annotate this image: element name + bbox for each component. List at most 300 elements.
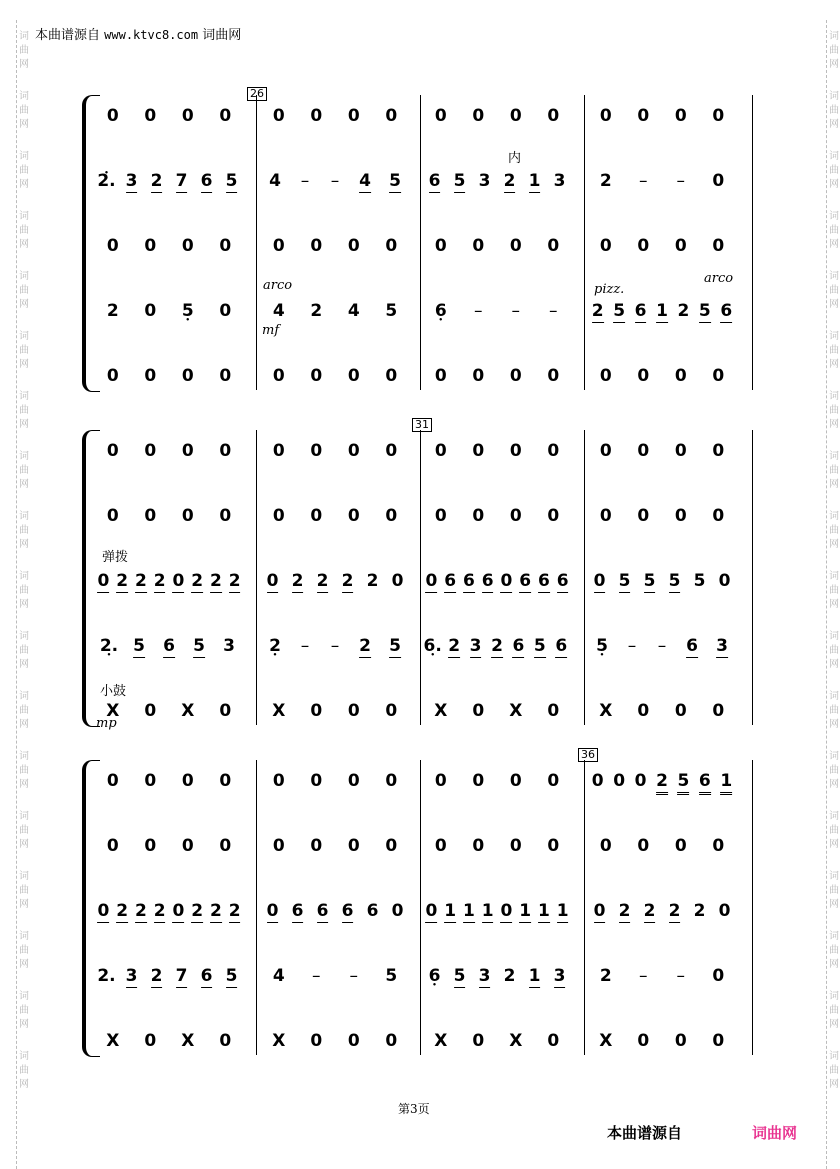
score-system <box>82 87 762 390</box>
watermark-char: 曲 <box>19 525 29 536</box>
note: 0 <box>181 836 194 856</box>
watermark-char: 曲 <box>829 465 839 476</box>
note: 1 <box>528 171 541 191</box>
note: 1 <box>481 901 494 921</box>
note: 2 <box>599 966 612 986</box>
note: 0 <box>547 236 560 256</box>
measure-number: 36 <box>578 748 598 762</box>
note: 0 <box>599 106 612 126</box>
note: 0 <box>472 771 485 791</box>
note: 0 <box>347 771 360 791</box>
note: 0 <box>637 506 650 526</box>
watermark-char: 网 <box>829 59 839 70</box>
watermark-char: 网 <box>19 179 29 190</box>
note: – <box>639 171 648 191</box>
note: 0 <box>144 836 157 856</box>
score-row <box>82 235 762 261</box>
note: 0 <box>472 106 485 126</box>
watermark-char: 网 <box>829 179 839 190</box>
watermark-char: 曲 <box>829 1005 839 1016</box>
note: 0 <box>144 106 157 126</box>
watermark-char: 网 <box>19 419 29 430</box>
note: 0 <box>509 106 522 126</box>
note: X <box>181 701 195 721</box>
note: 3 <box>553 171 566 191</box>
watermark-char: 词 <box>829 511 839 522</box>
note: 0 <box>712 171 725 191</box>
note: – <box>627 636 637 656</box>
watermark-char: 词 <box>829 331 839 342</box>
note: 0 <box>181 366 194 386</box>
note: 2 • <box>269 635 281 657</box>
watermark-char: 曲 <box>829 765 839 776</box>
note: – <box>330 171 340 191</box>
note: 0 <box>674 506 687 526</box>
page-number: 第3页 <box>398 1102 430 1116</box>
note: 0 <box>593 571 606 591</box>
note: 2 <box>503 966 516 986</box>
note: 0 <box>674 441 687 461</box>
footer-source-text: 本曲谱源自 <box>607 1124 683 1142</box>
note: 6 • <box>435 300 447 322</box>
watermark-char: 网 <box>829 299 839 310</box>
note: 5 <box>225 171 238 191</box>
note: 0 <box>347 366 360 386</box>
note: – <box>300 636 310 656</box>
note: 2 <box>134 901 147 921</box>
watermark-char: 曲 <box>19 1065 29 1076</box>
note: – <box>312 966 321 986</box>
note: 3 <box>716 636 728 656</box>
note: – <box>639 966 648 986</box>
note: 0 <box>637 236 650 256</box>
note: 5 <box>389 636 401 656</box>
note: 2 <box>191 901 204 921</box>
note: 0 <box>472 366 485 386</box>
note: 3 <box>125 966 138 986</box>
note: 0 <box>310 701 323 721</box>
note: 2 <box>153 901 166 921</box>
note: 5 <box>133 636 145 656</box>
note: 0 <box>472 441 485 461</box>
note: 0 <box>472 236 485 256</box>
mf-dynamic: mf <box>262 323 280 338</box>
watermark-char: 网 <box>829 119 839 130</box>
note: 0 <box>144 236 157 256</box>
note: 0 <box>547 106 560 126</box>
note: 0 <box>219 236 232 256</box>
note: 0 <box>547 1031 560 1051</box>
score-row <box>82 570 762 596</box>
note: 0 <box>509 236 522 256</box>
note: 0 <box>310 836 323 856</box>
watermark-char: 网 <box>19 899 29 910</box>
note: 6 <box>462 571 475 591</box>
note: 0 <box>347 1031 360 1051</box>
header-site: 词曲网 <box>202 28 242 43</box>
note: 0 <box>347 506 360 526</box>
note: 2 <box>366 571 379 591</box>
note: 6 <box>481 571 494 591</box>
watermark-char: 曲 <box>829 705 839 716</box>
arco-marking: arco <box>263 278 293 293</box>
note: 0 <box>181 236 194 256</box>
note: 6 <box>291 901 304 921</box>
note: 0 <box>385 1031 398 1051</box>
note: 0 <box>425 571 438 591</box>
watermark-char: 曲 <box>19 705 29 716</box>
note: 0 <box>272 836 285 856</box>
pizz-marking: pizz. <box>594 282 625 297</box>
note: 0 <box>144 771 157 791</box>
note: 4 <box>272 966 285 986</box>
note: 0 <box>718 571 731 591</box>
watermark-char: 词 <box>829 931 839 942</box>
note: 0 <box>385 236 398 256</box>
note: 0 <box>674 236 687 256</box>
note: 2 <box>134 571 147 591</box>
note: 6 <box>720 301 733 321</box>
note: 2 <box>668 901 681 921</box>
watermark-char: 曲 <box>19 45 29 56</box>
watermark-char: 曲 <box>829 405 839 416</box>
note: 6 <box>634 301 647 321</box>
watermark-char: 词 <box>19 811 29 822</box>
score-system <box>82 748 762 1055</box>
note: 0 <box>599 441 612 461</box>
note: 5 <box>533 636 546 656</box>
watermark-char: 曲 <box>19 585 29 596</box>
note: 5 <box>668 571 681 591</box>
score-row <box>82 1030 762 1056</box>
note: 0 <box>347 236 360 256</box>
note: 0 <box>385 836 398 856</box>
note: 0 <box>97 571 110 591</box>
note: 0 <box>106 771 119 791</box>
note: 0 <box>181 441 194 461</box>
note: 0 <box>509 366 522 386</box>
note: 6 <box>537 571 550 591</box>
watermark-char: 曲 <box>829 585 839 596</box>
note: 3 <box>553 966 566 986</box>
measure-number: 26 <box>247 87 267 101</box>
watermark-char: 网 <box>19 539 29 550</box>
watermark-char: 网 <box>829 1019 839 1030</box>
note: 0 <box>310 236 323 256</box>
note: 0 <box>266 901 279 921</box>
watermark-char: 词 <box>829 751 839 762</box>
note: 0 <box>172 901 185 921</box>
mp-dynamic: mp <box>96 716 117 731</box>
watermark-char: 网 <box>19 959 29 970</box>
note: 1 <box>519 901 532 921</box>
note: X <box>599 1031 613 1051</box>
watermark-char: 词 <box>19 1051 29 1062</box>
note: 2 <box>150 966 163 986</box>
watermark-char: 曲 <box>829 45 839 56</box>
note: 3 <box>469 636 482 656</box>
watermark-char: 词 <box>19 391 29 402</box>
note: 4 <box>359 171 371 191</box>
watermark-char: 词 <box>19 511 29 522</box>
watermark-char: 网 <box>829 419 839 430</box>
note: 0 <box>500 901 513 921</box>
note: 0 <box>674 106 687 126</box>
note: X <box>509 1031 523 1051</box>
note: X <box>181 1031 195 1051</box>
watermark-char: 网 <box>19 839 29 850</box>
watermark-char: 曲 <box>829 885 839 896</box>
note: 2 <box>116 901 129 921</box>
watermark-char: 网 <box>829 1079 839 1090</box>
note: 0 <box>144 701 157 721</box>
watermark-char: 词 <box>19 691 29 702</box>
watermark-char: 词 <box>829 571 839 582</box>
note: 0 <box>266 571 279 591</box>
score-row <box>82 700 762 726</box>
watermark-char: 曲 <box>829 525 839 536</box>
watermark-char: 网 <box>829 479 839 490</box>
note: 0 <box>310 441 323 461</box>
watermark-char: 词 <box>829 1051 839 1062</box>
score-row <box>82 835 762 861</box>
note: 6 <box>428 171 441 191</box>
note: 3 <box>478 966 491 986</box>
note: 0 <box>272 236 285 256</box>
note: X <box>599 701 613 721</box>
note: 2 <box>693 901 706 921</box>
watermark-char: 网 <box>19 1019 29 1030</box>
note: 0 <box>599 236 612 256</box>
watermark-char: 曲 <box>19 225 29 236</box>
note: 7 <box>175 966 188 986</box>
note: 6 <box>316 901 329 921</box>
note: 0 <box>613 771 626 791</box>
note: 6 <box>200 171 213 191</box>
note: 3 <box>223 636 235 656</box>
note: 1 <box>720 770 732 795</box>
note: 2 <box>228 571 241 591</box>
note: 0 <box>434 771 447 791</box>
note: 0 <box>391 901 404 921</box>
note: – <box>511 301 520 321</box>
watermark-char: 词 <box>19 931 29 942</box>
note: X <box>272 1031 286 1051</box>
watermark-char: 词 <box>19 151 29 162</box>
note: 0 <box>425 901 438 921</box>
note: 0 <box>144 1031 157 1051</box>
note: 0 <box>637 701 650 721</box>
note: 0 <box>547 441 560 461</box>
score-row <box>82 440 762 466</box>
score-row <box>82 965 762 991</box>
note: 6 <box>556 571 569 591</box>
note: 0 <box>434 106 447 126</box>
note: 0 <box>547 701 560 721</box>
watermark-char: 词 <box>19 751 29 762</box>
note: 0 <box>385 506 398 526</box>
note: 2 <box>106 301 119 321</box>
note: 0 <box>712 366 725 386</box>
watermark-char: 网 <box>19 119 29 130</box>
note: – <box>676 966 685 986</box>
header-url: www.ktvc8.com <box>104 28 199 42</box>
note: 2 <box>291 571 304 591</box>
note: 0 <box>144 366 157 386</box>
note: 0 <box>385 441 398 461</box>
note: 2 <box>359 636 371 656</box>
score-row <box>82 505 762 531</box>
page-header <box>35 24 241 43</box>
footer-brand: 词曲网 <box>752 1124 798 1142</box>
note: X <box>106 1031 120 1051</box>
header-source-text: 本曲谱源自 <box>35 28 101 43</box>
note: 0 <box>347 836 360 856</box>
note: 0 <box>310 1031 323 1051</box>
note: 0 <box>434 236 447 256</box>
note: 0 <box>472 1031 485 1051</box>
watermark-char: 网 <box>19 779 29 790</box>
watermark-char: 曲 <box>19 885 29 896</box>
note: 0 <box>272 441 285 461</box>
note: 0 <box>347 441 360 461</box>
watermark-char: 网 <box>19 599 29 610</box>
watermark-char: 词 <box>829 271 839 282</box>
note: 6 <box>366 901 379 921</box>
left-watermark-strip <box>16 20 31 1169</box>
note: 2 <box>228 901 241 921</box>
technique-marking: 内 <box>508 151 522 166</box>
note: 0 <box>712 506 725 526</box>
note: 5 <box>453 966 466 986</box>
note: 6 <box>341 901 354 921</box>
watermark-char: 词 <box>19 631 29 642</box>
note: 0 <box>219 441 232 461</box>
note: 6 <box>699 770 711 795</box>
note: 0 <box>634 771 647 791</box>
note: 0 <box>509 506 522 526</box>
note: 6 <box>163 636 175 656</box>
note: 0 <box>674 366 687 386</box>
note: 0 <box>310 106 323 126</box>
note: 5 <box>678 770 690 795</box>
note: 5 <box>453 171 466 191</box>
note: 0 <box>547 366 560 386</box>
note: 0 <box>547 771 560 791</box>
note: 0 <box>637 836 650 856</box>
watermark-char: 曲 <box>829 825 839 836</box>
score-row <box>82 900 762 926</box>
watermark-char: 网 <box>829 899 839 910</box>
note: 0 <box>674 836 687 856</box>
watermark-char: 曲 <box>829 105 839 116</box>
watermark-char: 曲 <box>19 1005 29 1016</box>
note: 0 <box>718 901 731 921</box>
note: 1 <box>444 901 457 921</box>
note: X <box>106 701 120 721</box>
note: 0 <box>181 771 194 791</box>
note: 3 <box>125 171 138 191</box>
note: – <box>676 171 685 191</box>
note: 2 <box>341 571 354 591</box>
note: 2. <box>97 966 116 986</box>
note: 0 <box>674 1031 687 1051</box>
watermark-char: 网 <box>829 359 839 370</box>
watermark-char: 网 <box>829 839 839 850</box>
note: – <box>657 636 667 656</box>
note: 2 <box>150 171 163 191</box>
watermark-char: 曲 <box>19 165 29 176</box>
watermark-char: 网 <box>19 59 29 70</box>
note: 0 <box>219 366 232 386</box>
note: X <box>509 701 523 721</box>
note: 0 <box>219 701 232 721</box>
note: 2. • <box>100 635 118 657</box>
note: 2 <box>316 571 329 591</box>
watermark-char: 网 <box>19 719 29 730</box>
note: 0 <box>310 506 323 526</box>
note: X <box>434 1031 448 1051</box>
note: 0 <box>272 771 285 791</box>
watermark-char: 网 <box>829 959 839 970</box>
watermark-char: 词 <box>829 691 839 702</box>
watermark-char: 网 <box>19 479 29 490</box>
note: 0 <box>637 106 650 126</box>
watermark-char: 曲 <box>829 285 839 296</box>
note: 0 <box>593 901 606 921</box>
note: 0 <box>272 366 285 386</box>
note: 5 <box>643 571 656 591</box>
note: 2 <box>209 901 222 921</box>
note: 0 <box>219 1031 232 1051</box>
watermark-char: 词 <box>19 871 29 882</box>
watermark-char: 曲 <box>829 165 839 176</box>
note: 5 <box>193 636 205 656</box>
note: 2 <box>491 636 503 656</box>
watermark-char: 词 <box>829 211 839 222</box>
watermark-char: 曲 <box>19 285 29 296</box>
note: 0 <box>385 771 398 791</box>
note: X <box>434 701 448 721</box>
watermark-char: 网 <box>829 719 839 730</box>
score-row <box>82 170 762 196</box>
watermark-char: 网 <box>829 659 839 670</box>
watermark-char: 网 <box>19 1079 29 1090</box>
note: 0 <box>712 1031 725 1051</box>
instrument-label-xiaogu: 小鼓 <box>100 684 127 699</box>
score-row <box>82 300 762 326</box>
note: 0 <box>172 571 185 591</box>
note: 6 <box>519 571 532 591</box>
note: 0 <box>144 441 157 461</box>
note: 0 <box>219 836 232 856</box>
watermark-char: 曲 <box>19 825 29 836</box>
note: 1 <box>528 966 541 986</box>
note: 0 <box>219 771 232 791</box>
watermark-char: 网 <box>829 599 839 610</box>
watermark-char: 词 <box>19 211 29 222</box>
watermark-char: 曲 <box>829 945 839 956</box>
watermark-char: 词 <box>19 571 29 582</box>
note: 0 <box>144 301 157 321</box>
note: 0 <box>106 506 119 526</box>
note: 0 <box>434 441 447 461</box>
note: 0 <box>637 441 650 461</box>
note: 1 <box>537 901 550 921</box>
note: 0 <box>310 771 323 791</box>
note: 1 <box>556 901 569 921</box>
watermark-char: 词 <box>19 451 29 462</box>
